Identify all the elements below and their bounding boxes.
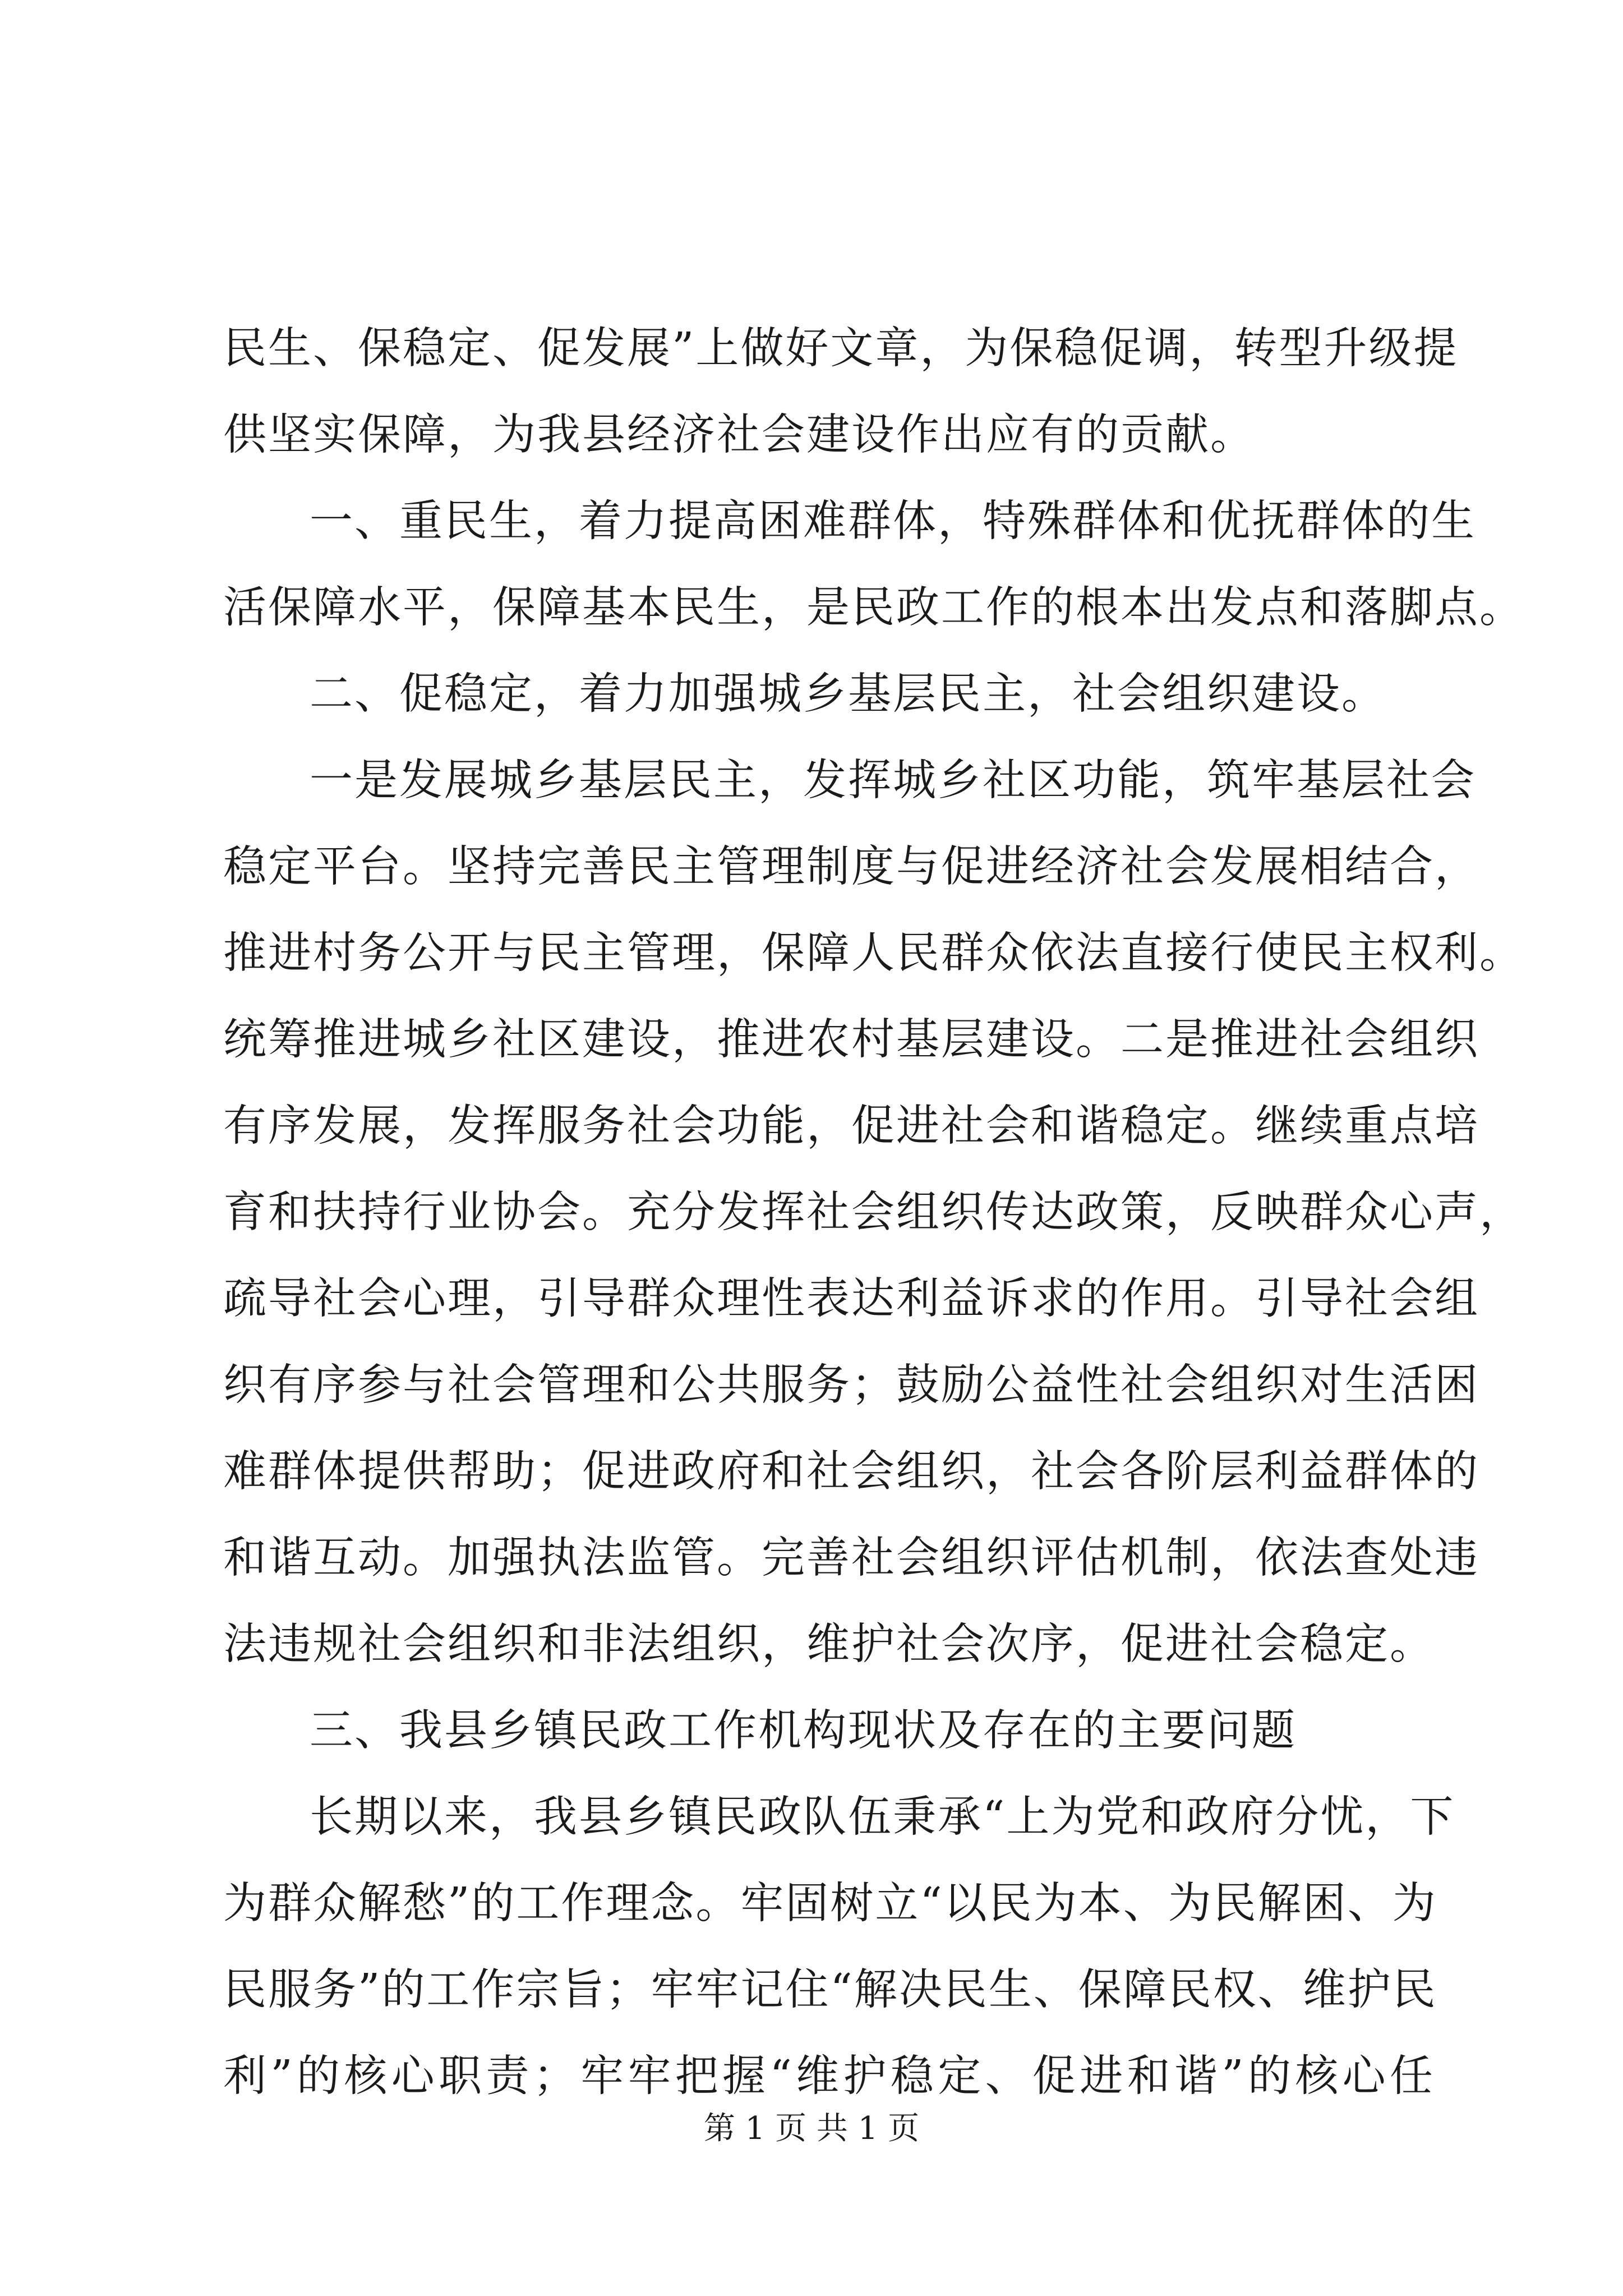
- document-body: [223, 306, 1524, 2120]
- paragraph-line: 一是发展城乡基层民主，发挥城乡社区功能，筑牢基层社会: [310, 756, 1476, 806]
- paragraph-line: 稳定平台。坚持完善民主管理制度与促进经济社会发展相结合，: [223, 842, 1479, 892]
- paragraph-line: 统筹推进城乡社区建设，推进农村基层建设。二是推进社会组织: [223, 1015, 1479, 1065]
- paragraph-line: 民生、保稳定、促发展”上做好文章，为保稳促调，转型升级提: [223, 324, 1459, 374]
- page-footer: [0, 2109, 1623, 2148]
- paragraph-line: 长期以来，我县乡镇民政队伍秉承“上为党和政府分忧，下: [310, 1792, 1455, 1842]
- paragraph-line: 为群众解愁”的工作理念。牢固树立“以民为本、为民解困、为: [223, 1879, 1437, 1929]
- paragraph-line: 法违规社会组织和非法组织，维护社会次序，促进社会稳定。: [223, 1619, 1435, 1669]
- paragraph-line: 难群体提供帮助；促进政府和社会组织，社会各阶层利益群体的: [223, 1447, 1479, 1497]
- page-number-label: 第 1 页 共 1 页: [703, 2110, 920, 2147]
- paragraph-line: 民服务”的工作宗旨；牢牢记住“解决民生、保障民权、维护民: [223, 1965, 1437, 2015]
- paragraph-line: 利”的核心职责；牢牢把握“维护稳定、促进和谐”的核心任: [223, 2051, 1435, 2101]
- paragraph-line: 一、重民生，着力提高困难群体，特殊群体和优抚群体的生: [310, 496, 1476, 546]
- paragraph-line: 供坚实保障，为我县经济社会建设作出应有的贡献。: [223, 410, 1255, 460]
- paragraph-line: 推进村务公开与民主管理，保障人民群众依法直接行使民主权利。: [223, 928, 1524, 978]
- section-heading: 三、我县乡镇民政工作机构现状及存在的主要问题: [310, 1706, 1297, 1756]
- paragraph-line: 有序发展，发挥服务社会功能，促进社会和谐稳定。继续重点培: [223, 1101, 1479, 1151]
- paragraph-line: 育和扶持行业协会。充分发挥社会组织传达政策，反映群众心声，: [223, 1188, 1524, 1237]
- paragraph-line: 疏导社会心理，引导群众理性表达利益诉求的作用。引导社会组: [223, 1274, 1479, 1324]
- paragraph-line: 活保障水平，保障基本民生，是民政工作的根本出发点和落脚点。: [223, 583, 1524, 633]
- paragraph-line: 织有序参与社会管理和公共服务；鼓励公益性社会组织对生活困: [223, 1360, 1479, 1410]
- section-heading: 二、促稳定，着力加强城乡基层民主，社会组织建设。: [310, 669, 1386, 719]
- paragraph-line: 和谐互动。加强执法监管。完善社会组织评估机制，依法查处违: [223, 1533, 1479, 1583]
